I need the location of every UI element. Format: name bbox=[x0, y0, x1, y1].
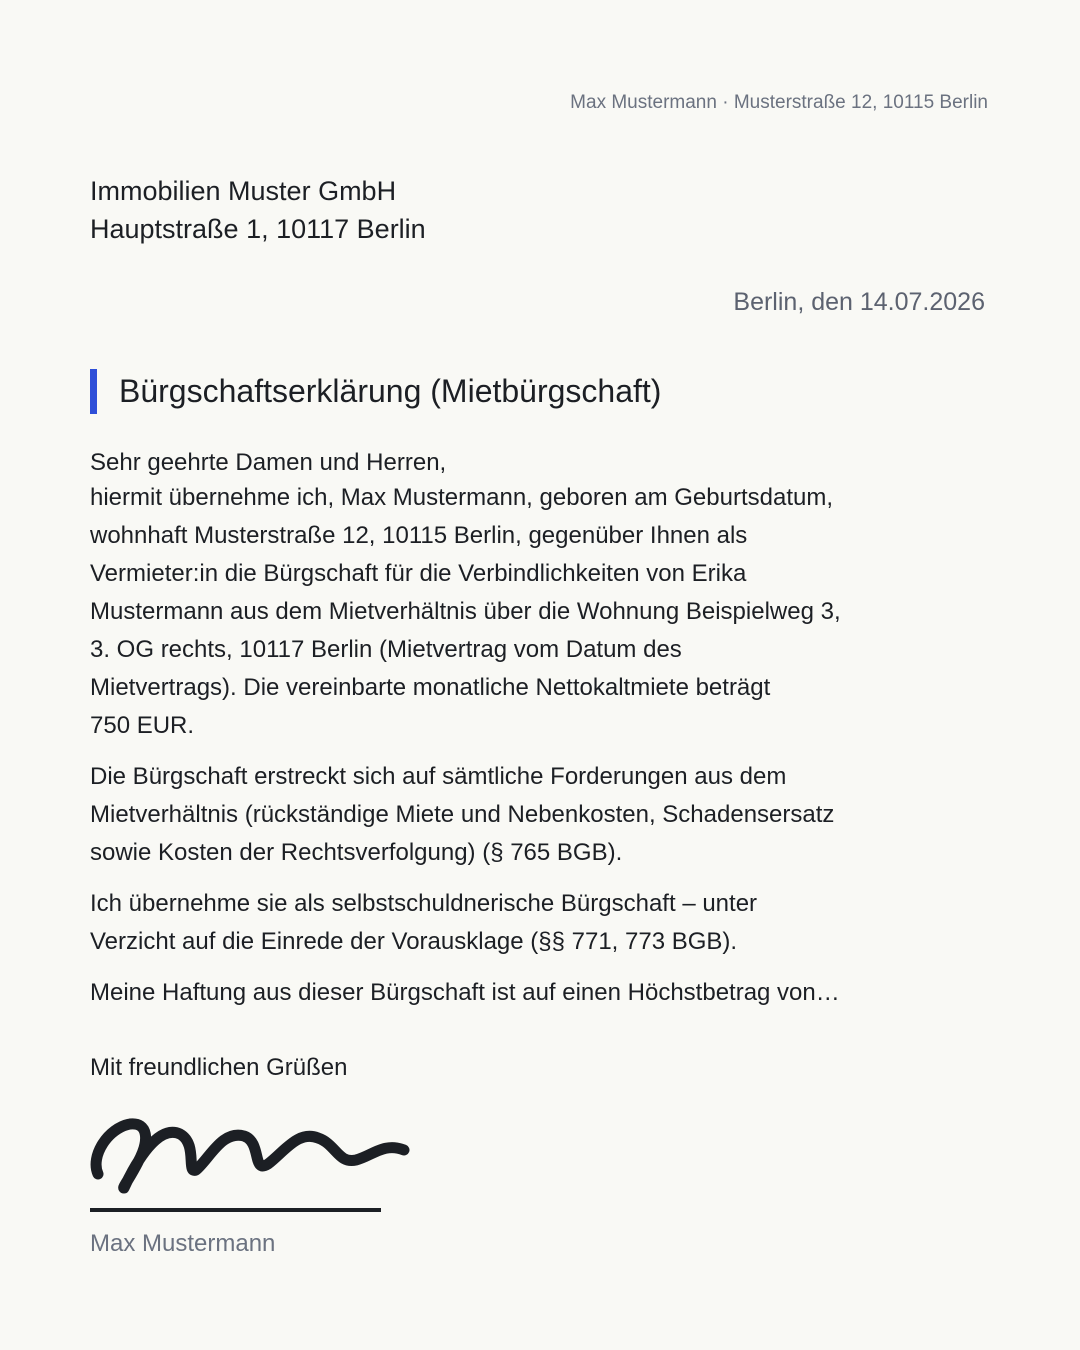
recipient-name: Immobilien Muster GmbH bbox=[90, 176, 397, 206]
recipient-street-city: Hauptstraße 1, 10117 Berlin bbox=[90, 214, 426, 244]
letter-date: Berlin, den 14.07.2026 bbox=[733, 288, 985, 316]
closing-phrase: Mit freundlichen Grüßen bbox=[90, 1054, 348, 1081]
signer-name: Max Mustermann bbox=[90, 1230, 276, 1257]
body-text-line: Meine Haftung aus dieser Bürgschaft ist auf einen Höchstbetrag von… bbox=[90, 979, 840, 1006]
body-text-line: Verzicht auf die Einrede der Vorausklage (§§ 771, 773 BGB). bbox=[90, 928, 738, 955]
body-text-line: hiermit übernehme ich, Max Mustermann, geboren am Geburtsdatum, bbox=[90, 484, 834, 511]
body-text-line: Mietvertrags). Die vereinbarte monatliche Nettokaltmiete beträgt bbox=[90, 674, 771, 701]
subject-accent-bar bbox=[90, 369, 97, 414]
body-text-line: 3. OG rechts, 10117 Berlin (Mietvertrag vom Datum des bbox=[90, 636, 682, 663]
body-paragraph bbox=[90, 974, 970, 1012]
handwritten-signature bbox=[86, 1112, 416, 1202]
body-paragraph bbox=[90, 479, 970, 745]
salutation: Sehr geehrte Damen und Herren, bbox=[90, 449, 447, 476]
letter-body bbox=[90, 447, 970, 1025]
body-paragraphs bbox=[90, 479, 970, 1012]
body-text-line: Vermieter:in die Bürgschaft für die Verbindlichkeiten von Erika bbox=[90, 560, 747, 587]
body-text-line: Mietverhältnis (rückständige Miete und Nebenkosten, Schadensersatz bbox=[90, 801, 835, 828]
body-text-line: Mustermann aus dem Mietverhältnis über die Wohnung Beispielweg 3, bbox=[90, 598, 841, 625]
sender-address-line: Max Mustermann · Musterstraße 12, 10115 Berlin bbox=[570, 92, 988, 113]
body-text-line: wohnhaft Musterstraße 12, 10115 Berlin, gegenüber Ihnen als bbox=[90, 522, 748, 549]
body-paragraph bbox=[90, 758, 970, 872]
body-text-line: Die Bürgschaft erstreckt sich auf sämtliche Forderungen aus dem bbox=[90, 763, 787, 790]
body-text-line: Ich übernehme sie als selbstschuldnerische Bürgschaft – unter bbox=[90, 890, 758, 917]
body-paragraph bbox=[90, 885, 970, 961]
recipient-address bbox=[90, 172, 426, 248]
subject-title: Bürgschaftserklärung (Mietbürgschaft) bbox=[119, 373, 662, 409]
signature-line bbox=[90, 1208, 381, 1212]
body-text-line: sowie Kosten der Rechtsverfolgung) (§ 765 BGB). bbox=[90, 839, 623, 866]
letter-subject bbox=[90, 369, 661, 414]
body-text-line: 750 EUR. bbox=[90, 712, 195, 739]
